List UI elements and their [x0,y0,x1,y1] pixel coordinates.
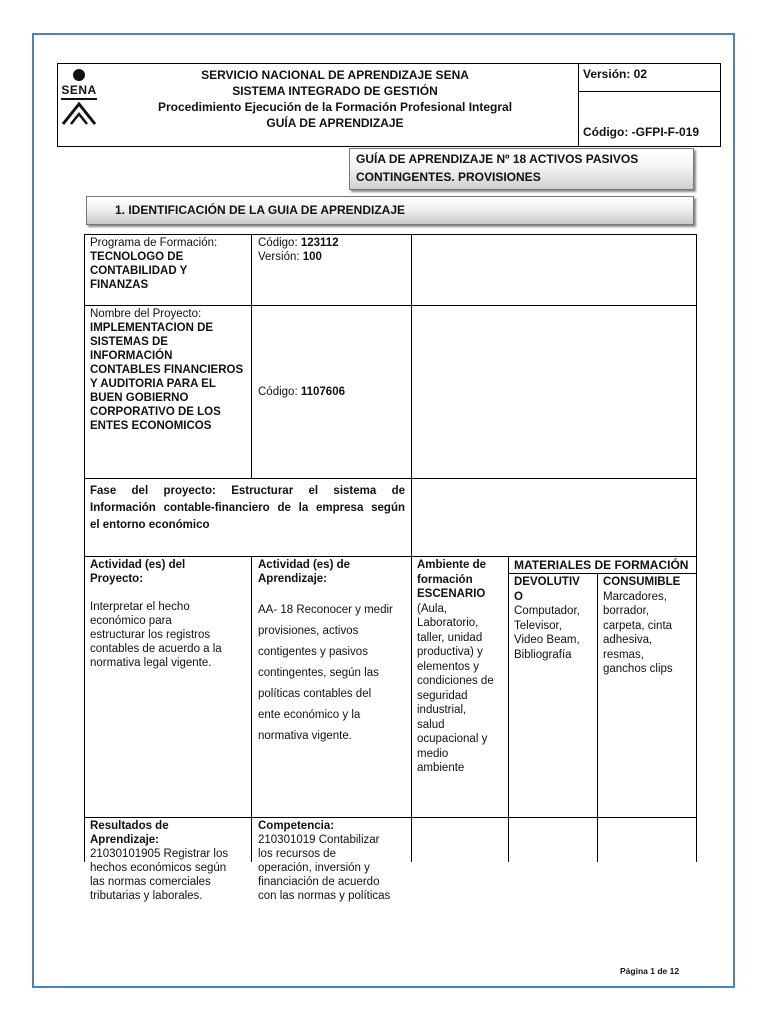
consumible-item: ganchos clips [603,663,673,675]
resultados-line: hechos económicos según [90,862,227,874]
actividad-proyecto-line: Interpretar el hecho [90,601,190,613]
actividad-aprendizaje-line: ente económico y la [258,709,361,721]
ambiente-line: seguridad [417,689,468,702]
ambiente-line: ambiente [417,762,465,774]
materiales-title: MATERIALES DE FORMACIÓN [514,558,689,572]
proyecto-code-cell [258,385,408,399]
header-divider [578,63,579,147]
version-label: Versión: 02 [583,67,648,81]
actividad-aprendizaje-line: provisiones, activos [258,625,359,637]
competencia-cell [258,819,410,903]
resultados-line: las normas comerciales [90,876,211,888]
version-value: 100 [302,251,322,263]
ambiente-label: formación [417,573,473,586]
proyecto-line: CORPORATIVO DE LOS [90,406,221,418]
devolutivo-label: DEVOLUTIV [514,576,580,588]
ambiente-line: industrial, [417,704,467,716]
sena-logo-icon [59,68,99,128]
escenario-label: ESCENARIO [417,588,486,600]
header-line: SISTEMA INTEGRADO DE GESTIÓN [232,84,438,98]
consumible-label: CONSUMIBLE [603,576,681,588]
competencia-line: con las normas y políticas [258,890,391,902]
programa-name: FINANZAS [90,279,149,291]
codigo-value: 1107606 [300,386,345,398]
ambiente-line: Laboratorio, [417,617,479,629]
fase-line: Información contable-financiero de la empresa según [90,502,405,514]
consumible-item: borrador, [603,605,650,617]
proyecto-line: CONTABLES FINANCIEROS [90,364,244,376]
header-line: Procedimiento Ejecución de la Formación Profesional Integral [157,100,513,114]
competencia-line: 210301019 Contabilizar [258,834,380,846]
consumible-item: Marcadores, [603,590,667,603]
programa-name: TECNOLOGO DE [90,251,184,263]
ambiente-line: condiciones de [417,675,494,687]
ambiente-line: (Aula, [417,602,448,615]
competencia-line: operación, inversión y [258,862,370,874]
actividad-proyecto-cell [90,558,248,670]
ambiente-line: salud [417,718,445,731]
consumible-item: resmas, [603,648,644,661]
ambiente-line: taller, unidad [417,631,483,644]
header-line: SERVICIO NACIONAL DE APRENDIZAJE SENA [201,68,469,82]
programa-name: CONTABILIDAD Y [90,265,188,277]
codigo-value: 123112 [300,237,339,249]
proyecto-line: Y AUDITORIA PARA EL [90,378,216,390]
actividad-aprendizaje-line: contigentes y pasivos [258,646,368,658]
actividad-aprendizaje-line: normativa vigente. [258,730,352,742]
ambiente-line: elementos y [417,660,480,673]
header-line: GUÍA DE APRENDIZAJE [266,116,404,130]
header-divider [578,91,721,92]
version-label: Versión: [258,251,303,263]
resultados-label: Aprendizaje: [90,834,160,846]
guide-title-line: GUÍA DE APRENDIZAJE Nº 18 ACTIVOS PASIVOS [356,152,639,166]
ambiente-line: medio [417,747,449,760]
actividad-aprendizaje-line: políticas contables del [258,688,372,700]
devolutivo-item: Computador, [514,605,580,617]
ambiente-line: ocupacional y [417,733,488,745]
consumible-cell [603,575,695,677]
actividad-aprendizaje-cell [258,558,410,747]
proyecto-line: ENTES ECONOMICOS [90,420,212,432]
proyecto-line: SISTEMAS DE [90,336,168,348]
consumible-item: adhesiva, [603,634,653,646]
guide-title [349,148,694,190]
programa-cell [90,236,250,292]
programa-code-cell [258,236,408,264]
competencia-line: financiación de acuerdo [258,876,380,888]
proyecto-cell [90,307,250,433]
actividad-aprendizaje-line: contingentes, según las [258,667,379,679]
devolutivo-label: O [514,590,523,603]
code-label: Código: -GFPI-F-019 [583,125,699,139]
consumible-item: carpeta, cinta [603,619,673,632]
fase-line: Fase del proyecto: Estructurar el sistema de [90,485,405,497]
actividad-aprendizaje-line: AA- 18 Reconocer y medir [258,604,393,616]
codigo-label: Código: [258,386,301,398]
ambiente-label: Ambiente de [417,559,487,571]
actividad-proyecto-line: económico para [90,615,172,627]
resultados-line: 21030101905 Registrar los [90,848,229,860]
resultados-label: Resultados de [90,820,169,832]
devolutivo-item: Video Beam, [514,634,580,646]
page-number: Página 1 de 12 [620,966,680,976]
fase-line: el entorno económico [90,519,210,531]
programa-label: Programa de Formación: [90,237,218,249]
devolutivo-item: Bibliografía [514,648,572,661]
ambiente-line: productiva) y [417,646,483,658]
sena-logo-text: SENA [61,83,97,97]
section-title: 1. IDENTIFICACIÓN DE LA GUIA DE APRENDIZAJE [86,196,694,225]
competencia-label: Competencia: [258,820,335,832]
proyecto-line: INFORMACIÓN [90,350,173,362]
actividad-aprendizaje-label: Actividad (es) de [258,559,351,571]
actividad-proyecto-label: Actividad (es) del [90,559,186,571]
ambiente-cell [417,558,509,776]
competencia-line: los recursos de [258,848,336,860]
actividad-proyecto-line: normativa legal vigente. [90,657,212,669]
proyecto-label: Nombre del Proyecto: [90,308,202,320]
codigo-label: Código: [258,237,301,249]
actividad-proyecto-line: contables de acuerdo a la [90,643,222,655]
guide-title-line: CONTINGENTES. PROVISIONES [356,170,541,184]
resultados-cell [90,819,248,903]
actividad-aprendizaje-label: Aprendizaje: [258,573,328,585]
actividad-proyecto-label: Proyecto: [90,573,144,585]
proyecto-line: BUEN GOBIERNO [90,392,189,404]
header-titles [100,67,570,131]
proyecto-line: IMPLEMENTACION DE [90,322,214,334]
actividad-proyecto-line: estructurar los registros [90,629,211,641]
devolutivo-cell [514,575,598,662]
fase-cell [90,483,405,534]
resultados-line: tributarias y laborales. [90,890,203,902]
devolutivo-item: Televisor, [514,619,562,632]
